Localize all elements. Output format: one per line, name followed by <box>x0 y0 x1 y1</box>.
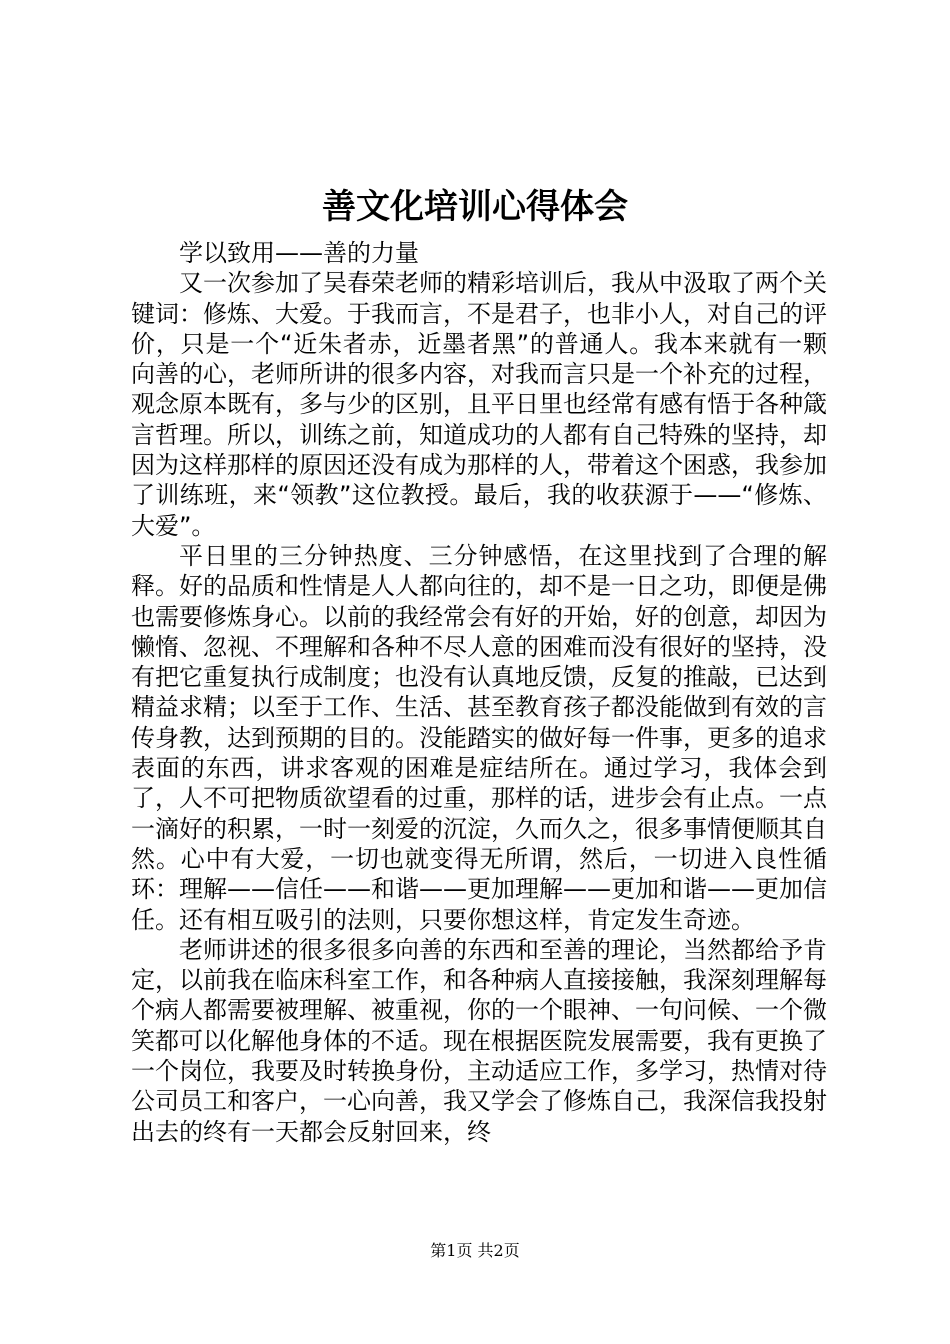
paragraph-2: 平日里的三分钟热度、三分钟感悟，在这里找到了合理的解释。好的品质和性情是人人都向往的，却不是一日之功，即便是佛也需要修炼身心。以前的我经常会有好的开始，好的创意，却因为懒惰、忽视、不理解和各种不尽人意的困难而没有很好的坚持，没有把它重复执行成制度；也没有认真地反馈，反复的推敲，已达到精益求精；以至于工作、生活、甚至教育孩子都没能做到有效的言传身教，达到预期的目的。没能踏实的做好每一件事，更多的追求表面的东西，讲求客观的困难是症结所在。通过学习，我体会到了，人不可把物质欲望看的过重，那样的话，进步会有止点。一点一滴好的积累，一时一刻爱的沉淀，久而久之，很多事情便顺其自然。心中有大爱，一切也就变得无所谓，然后，一切进入良性循环：理解——信任——和谐——更加理解——更加和谐——更加信任。还有相互吸引的法则，只要你想这样，肯定发生奇迹。 <box>131 541 827 934</box>
paragraph-3: 老师讲述的很多很多向善的东西和至善的理论，当然都给予肯定，以前我在临床科室工作，和各种病人直接接触，我深刻理解每个病人都需要被理解、被重视，你的一个眼神、一句问候、一个微笑都可以化解他身体的不适。现在根据医院发展需要，我有更换了一个岗位，我要及时转换身份，主动适应工作，多学习，热情对待公司员工和客户，一心向善，我又学会了修炼自己，我深信我投射出去的终有一天都会反射回来，终 <box>131 935 827 1146</box>
document-subtitle: 学以致用——善的力量 <box>179 239 419 267</box>
document-body <box>131 238 827 1147</box>
page-number-footer: 第1页 共2页 <box>430 1241 520 1260</box>
paragraph-1: 又一次参加了吴春荣老师的精彩培训后，我从中汲取了两个关键词：修炼、大爱。于我而言，不是君子，也非小人，对自己的评价，只是一个“近朱者赤，近墨者黑”的普通人。我本来就有一颗向善的心，老师所讲的很多内容，对我而言只是一个补充的过程，观念原本既有，多与少的区别，且平日里也经常有感有悟于各种箴言哲理。所以，训练之前，知道成功的人都有自己特殊的坚持，却因为这样那样的原因还没有成为那样的人，带着这个困惑，我参加了训练班，来“领教”这位教授。最后，我的收获源于——“修炼、大爱”。 <box>131 269 827 540</box>
document-title: 善文化培训心得体会 <box>322 187 628 227</box>
